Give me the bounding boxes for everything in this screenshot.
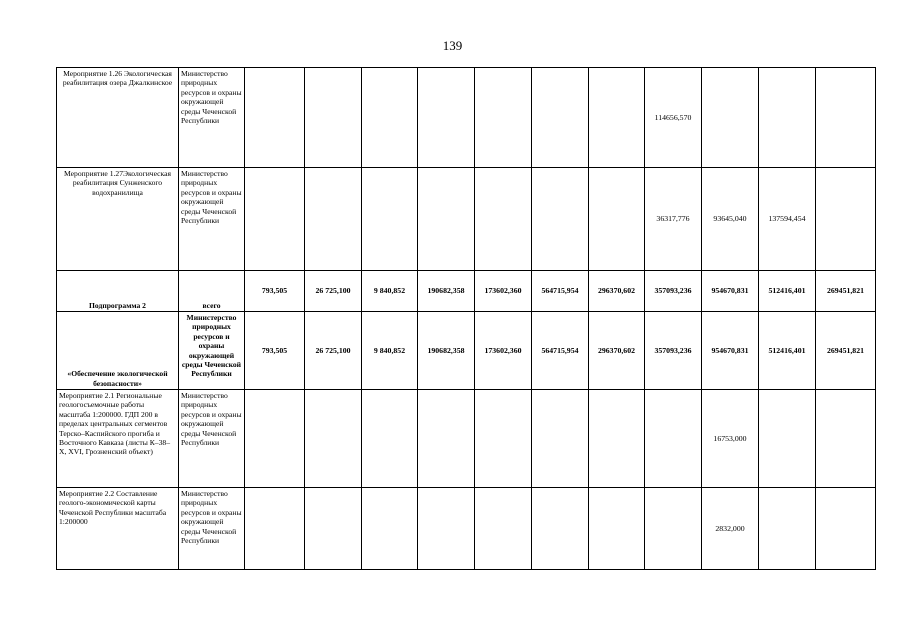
value-cell — [532, 168, 589, 271]
value-cell: 173602,360 — [475, 312, 532, 390]
row-executor: Министерство природных ресурсов и охраны окружающей среды Чеченской Республики — [179, 168, 245, 271]
value-cell: 190682,358 — [418, 271, 475, 312]
value-cell: 564715,954 — [532, 271, 589, 312]
table-row — [57, 488, 876, 570]
value-cell: 190682,358 — [418, 312, 475, 390]
value-cell: 564715,954 — [532, 312, 589, 390]
value-cell — [305, 390, 362, 488]
value-cell: 137594,454 — [759, 168, 816, 271]
table-row — [57, 168, 876, 271]
row-name: Мероприятие 2.2 Составление геолого-экономической карты Чеченской Республики масштаба 1:200000 — [57, 488, 179, 570]
value-cell — [305, 168, 362, 271]
value-cell — [759, 68, 816, 168]
value-cell — [475, 168, 532, 271]
value-cell: 16753,000 — [702, 390, 759, 488]
value-cell — [475, 68, 532, 168]
row-executor: Министерство природных ресурсов и охраны окружающей среды Чеченской Республики — [179, 312, 245, 390]
value-cell — [532, 390, 589, 488]
value-cell — [362, 488, 418, 570]
value-cell — [245, 68, 305, 168]
value-cell: 296370,602 — [589, 271, 645, 312]
value-cell — [816, 488, 876, 570]
value-cell — [418, 168, 475, 271]
value-cell: 357093,236 — [645, 271, 702, 312]
value-cell — [816, 390, 876, 488]
table-row — [57, 312, 876, 390]
row-executor: Министерство природных ресурсов и охраны окружающей среды Чеченской Республики — [179, 68, 245, 168]
value-cell — [418, 488, 475, 570]
value-cell: 26 725,100 — [305, 271, 362, 312]
value-cell — [418, 68, 475, 168]
total-label: всего — [179, 271, 245, 312]
value-cell: 114656,570 — [645, 68, 702, 168]
value-cell — [245, 168, 305, 271]
value-cell: 269451,821 — [816, 271, 876, 312]
value-cell — [816, 68, 876, 168]
page-number: 139 — [442, 38, 463, 53]
value-cell — [418, 390, 475, 488]
table-row — [57, 271, 876, 312]
value-cell — [305, 488, 362, 570]
budget-table — [56, 67, 876, 570]
value-cell — [245, 390, 305, 488]
value-cell — [245, 488, 305, 570]
value-cell: 954670,831 — [702, 312, 759, 390]
value-cell — [702, 68, 759, 168]
value-cell — [475, 488, 532, 570]
value-cell — [475, 390, 532, 488]
row-name: Мероприятие 2.1 Региональные геологосъемочные работы масштаба 1:200000. ГДП 200 в пределах центральных сегментов Терско–Каспийского прогиба и Восточного Кавказа (листы К–38–X, XVI, Грозненский объект) — [57, 390, 179, 488]
value-cell: 9 840,852 — [362, 271, 418, 312]
value-cell: 512416,401 — [759, 271, 816, 312]
value-cell: 93645,040 — [702, 168, 759, 271]
value-cell — [362, 390, 418, 488]
value-cell — [589, 68, 645, 168]
value-cell: 173602,360 — [475, 271, 532, 312]
row-executor: Министерство природных ресурсов и охраны окружающей среды Чеченской Республики — [179, 488, 245, 570]
value-cell — [645, 488, 702, 570]
value-cell: 512416,401 — [759, 312, 816, 390]
value-cell — [589, 168, 645, 271]
value-cell: 793,505 — [245, 271, 305, 312]
value-cell — [305, 68, 362, 168]
value-cell: 269451,821 — [816, 312, 876, 390]
value-cell: 357093,236 — [645, 312, 702, 390]
value-cell — [362, 68, 418, 168]
row-executor: Министерство природных ресурсов и охраны окружающей среды Чеченской Республики — [179, 390, 245, 488]
subprogram-title: «Обеспечение экологической безопасности» — [57, 312, 179, 390]
value-cell — [816, 168, 876, 271]
value-cell — [589, 488, 645, 570]
value-cell — [532, 68, 589, 168]
value-cell — [362, 168, 418, 271]
table-row — [57, 390, 876, 488]
subprogram-label: Подпрограмма 2 — [57, 271, 179, 312]
value-cell — [645, 390, 702, 488]
value-cell — [759, 488, 816, 570]
value-cell: 954670,831 — [702, 271, 759, 312]
row-name: Мероприятие 1.26 Экологическая реабилитация озера Джалкинское — [57, 68, 179, 168]
value-cell: 36317,776 — [645, 168, 702, 271]
value-cell — [759, 390, 816, 488]
value-cell: 296370,602 — [589, 312, 645, 390]
value-cell: 2832,000 — [702, 488, 759, 570]
value-cell: 26 725,100 — [305, 312, 362, 390]
value-cell: 9 840,852 — [362, 312, 418, 390]
table-row — [57, 68, 876, 168]
value-cell — [532, 488, 589, 570]
value-cell: 793,505 — [245, 312, 305, 390]
value-cell — [589, 390, 645, 488]
row-name: Мероприятие 1.27Экологическая реабилитация Сунженского водохранилища — [57, 168, 179, 271]
